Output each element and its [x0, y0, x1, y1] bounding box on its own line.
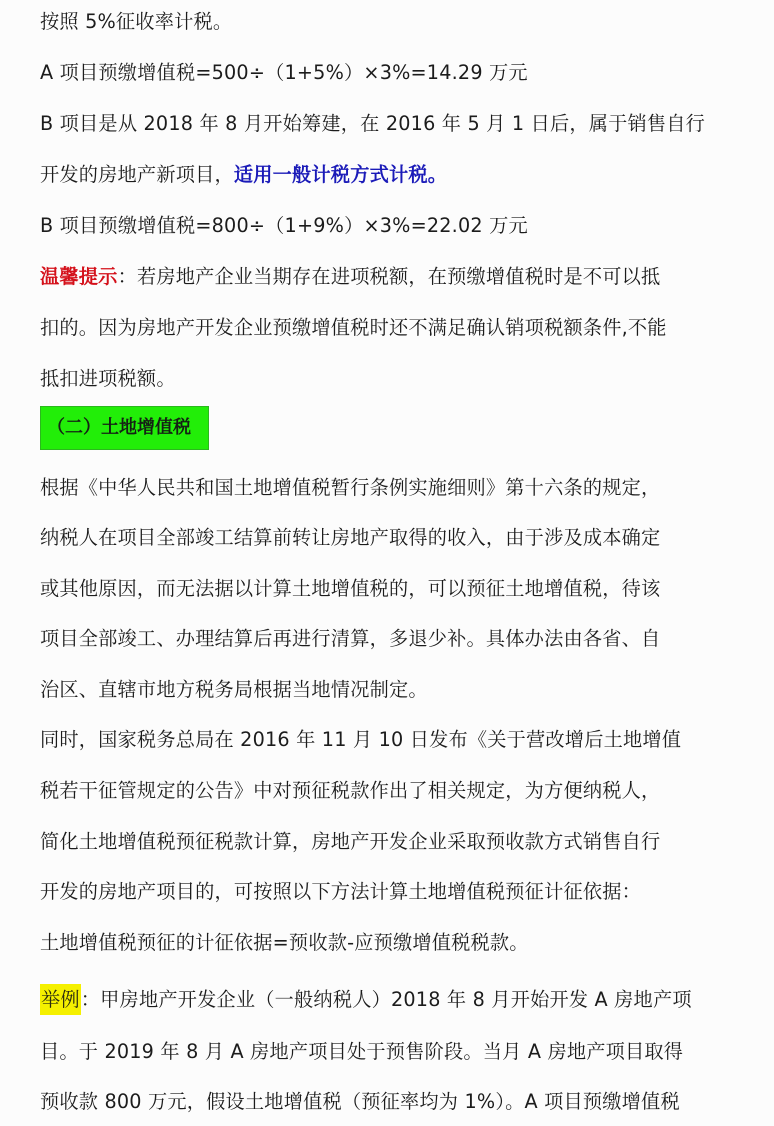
tip-line [40, 260, 740, 294]
tip-label: 温馨提示 [40, 265, 118, 288]
example-line [40, 983, 740, 1017]
emphasis-text: 适用一般计税方式计税。 [233, 163, 448, 186]
text-line: 开发的房地产项目的，可按照以下方法计算土地增值税预征计征依据： [40, 880, 642, 903]
text-line: 预收款 800 万元，假设土地增值税（预征率均为 1%）。A 项目预缴增值税 [40, 1090, 680, 1113]
text-line: 同时，国家税务总局在 2016 年 11 月 10 日发布《关于营改增后土地增值 [40, 728, 682, 751]
text-line: B 项目是从 2018 年 8 月开始筹建，在 2016 年 5 月 1 日后，属于销售自行 [40, 112, 706, 135]
text-line: 纳税人在项目全部竣工结算前转让房地产取得的收入，由于涉及成本确定 [40, 526, 661, 549]
example-label: 举例 [40, 984, 81, 1015]
text-line: 或其他原因，而无法据以计算土地增值税的，可以预征土地增值税，待该 [40, 577, 661, 600]
text-line: 目。于 2019 年 8 月 A 房地产项目处于预售阶段。当月 A 房地产项目取得 [40, 1040, 684, 1063]
section-heading: （二）土地增值税 [40, 406, 209, 450]
formula-line-b: B 项目预缴增值税=800÷（1+9%）×3%=22.02 万元 [40, 214, 528, 237]
text-line: 根据《中华人民共和国土地增值税暂行条例实施细则》第十六条的规定， [40, 476, 661, 499]
formula-line-a: A 项目预缴增值税=500÷（1+5%）×3%=14.29 万元 [40, 61, 528, 84]
tip-text: ：若房地产企业当期存在进项税额，在预缴增值税时是不可以抵 [117, 265, 661, 288]
text-line: 税若干征管规定的公告》中对预征税款作出了相关规定，为方便纳税人， [40, 779, 661, 802]
line-prefix: 开发的房地产新项目， [40, 163, 234, 186]
example-text: ：甲房地产开发企业（一般纳税人）2018 年 8 月开始开发 A 房地产项 [80, 988, 692, 1011]
formula-line-basis: 土地增值税预征的计征依据=预收款-应预缴增值税税款。 [40, 931, 529, 954]
text-line: 治区、直辖市地方税务局根据当地情况制定。 [40, 678, 428, 701]
text-line: 按照 5%征收率计税。 [40, 10, 233, 33]
text-line: 抵扣进项税额。 [40, 367, 176, 390]
text-line: 简化土地增值税预征税款计算，房地产开发企业采取预收款方式销售自行 [40, 830, 661, 853]
text-line: 项目全部竣工、办理结算后再进行清算，多退少补。具体办法由各省、自 [40, 627, 661, 650]
text-line [40, 158, 740, 192]
text-line: 扣的。因为房地产开发企业预缴增值税时还不满足确认销项税额条件,不能 [40, 316, 667, 339]
